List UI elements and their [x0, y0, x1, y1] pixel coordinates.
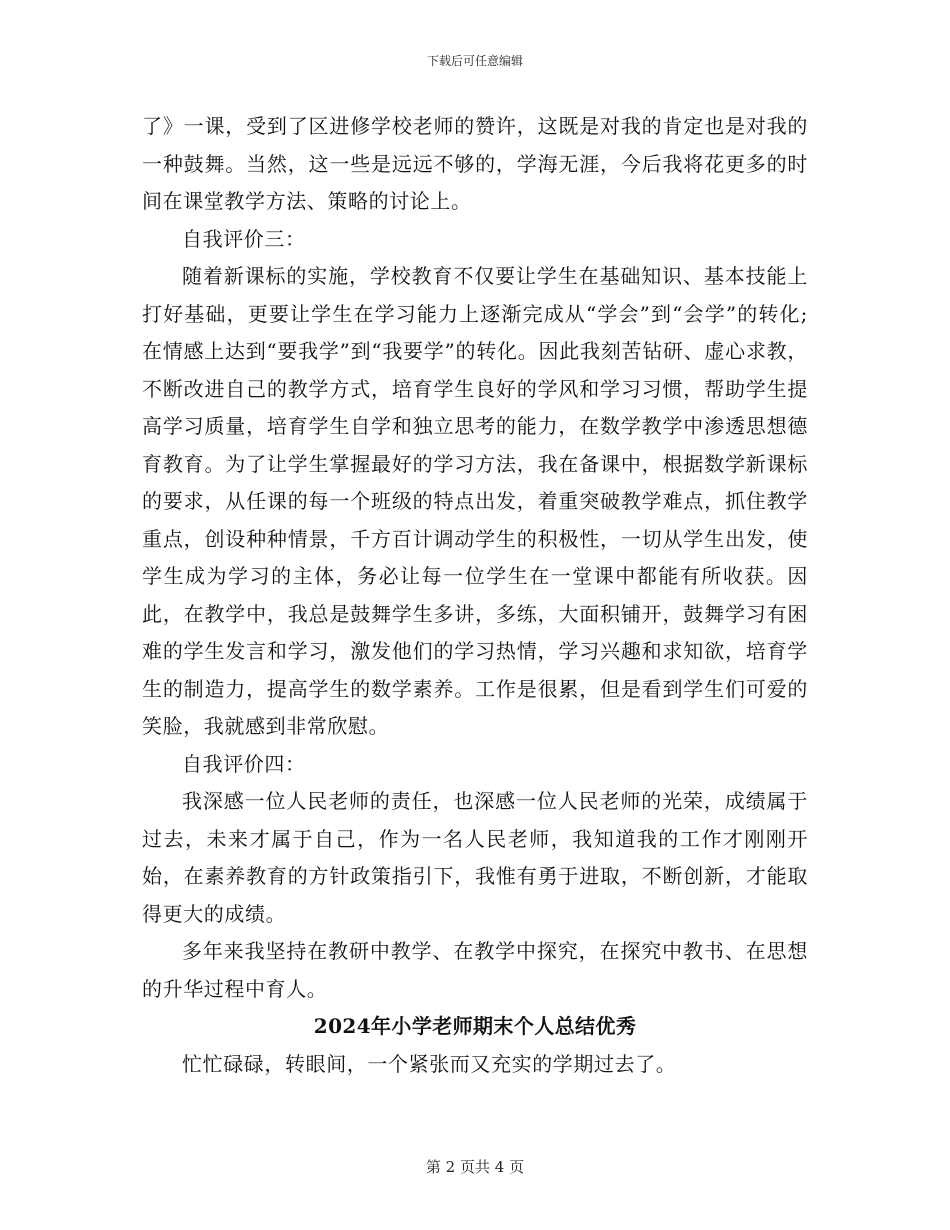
paragraph-summary-opening: 忙忙碌碌，转眼间，一个紧张而又充实的学期过去了。	[182, 1051, 677, 1076]
page-number: 第 2 页共 4 页	[425, 1158, 525, 1176]
paragraph-evaluation-4: 我深感一位人民老师的责任，也深感一位人民老师的光荣，成绩属于过去，未来才属于自己，作为一名人民老师，我知道我的工作才刚刚开始，在素养教育的方针政策指引下，我惟有勇于进取，不断创新，才能取得更大的成绩。	[142, 789, 808, 926]
paragraph-evaluation-3: 随着新课标的实施，学校教育不仅要让学生在基础知识、基本技能上打好基础，更要让学生在学习能力上逐渐完成从“学会”到“会学”的转化;在情感上达到“要我学”到“我要学”的转化。因此我刻苦钻研、虚心求教，不断改进自己的教学方式，培育学生良好的学风和学习习惯，帮助学生提高学习质量，培育学生自学和独立思考的能力，在数学教学中渗透思想德育教育。为了让学生掌握最好的学习方法，我在备课中，根据数学新课标的要求，从任课的每一个班级的特点出发，着重突破教学难点，抓住教学重点，创设种种情景，千方百计调动学生的积极性，一切从学生出发，使学生成为学习的主体，务必让每一位学生在一堂课中都能有所收获。因此，在教学中，我总是鼓舞学生多讲，多练，大面积铺开，鼓舞学习有困难的学生发言和学习，激发他们的学习热情，学习兴趣和求知欲，培育学生的制造力，提高学生的数学素养。工作是很累，但是看到学生们可爱的笑脸，我就感到非常欣慰。	[142, 264, 808, 738]
heading-self-evaluation-4: 自我评价四：	[182, 751, 306, 776]
heading-self-evaluation-3: 自我评价三：	[182, 226, 306, 251]
paragraph-continuation: 了》一课，受到了区进修学校老师的赞许，这既是对我的肯定也是对我的一种鼓舞。当然，这一些是远远不够的，学海无涯，今后我将花更多的时间在课堂教学方法、策略的讨论上。	[142, 114, 808, 213]
section-title: 2024年小学老师期末个人总结优秀	[313, 1014, 637, 1038]
page-header-note: 下载后可任意编辑	[426, 54, 523, 68]
document-body	[142, 108, 808, 1083]
paragraph-years-teaching: 多年来我坚持在教研中教学、在教学中探究，在探究中教书、在思想的升华过程中育人。	[142, 939, 808, 1001]
